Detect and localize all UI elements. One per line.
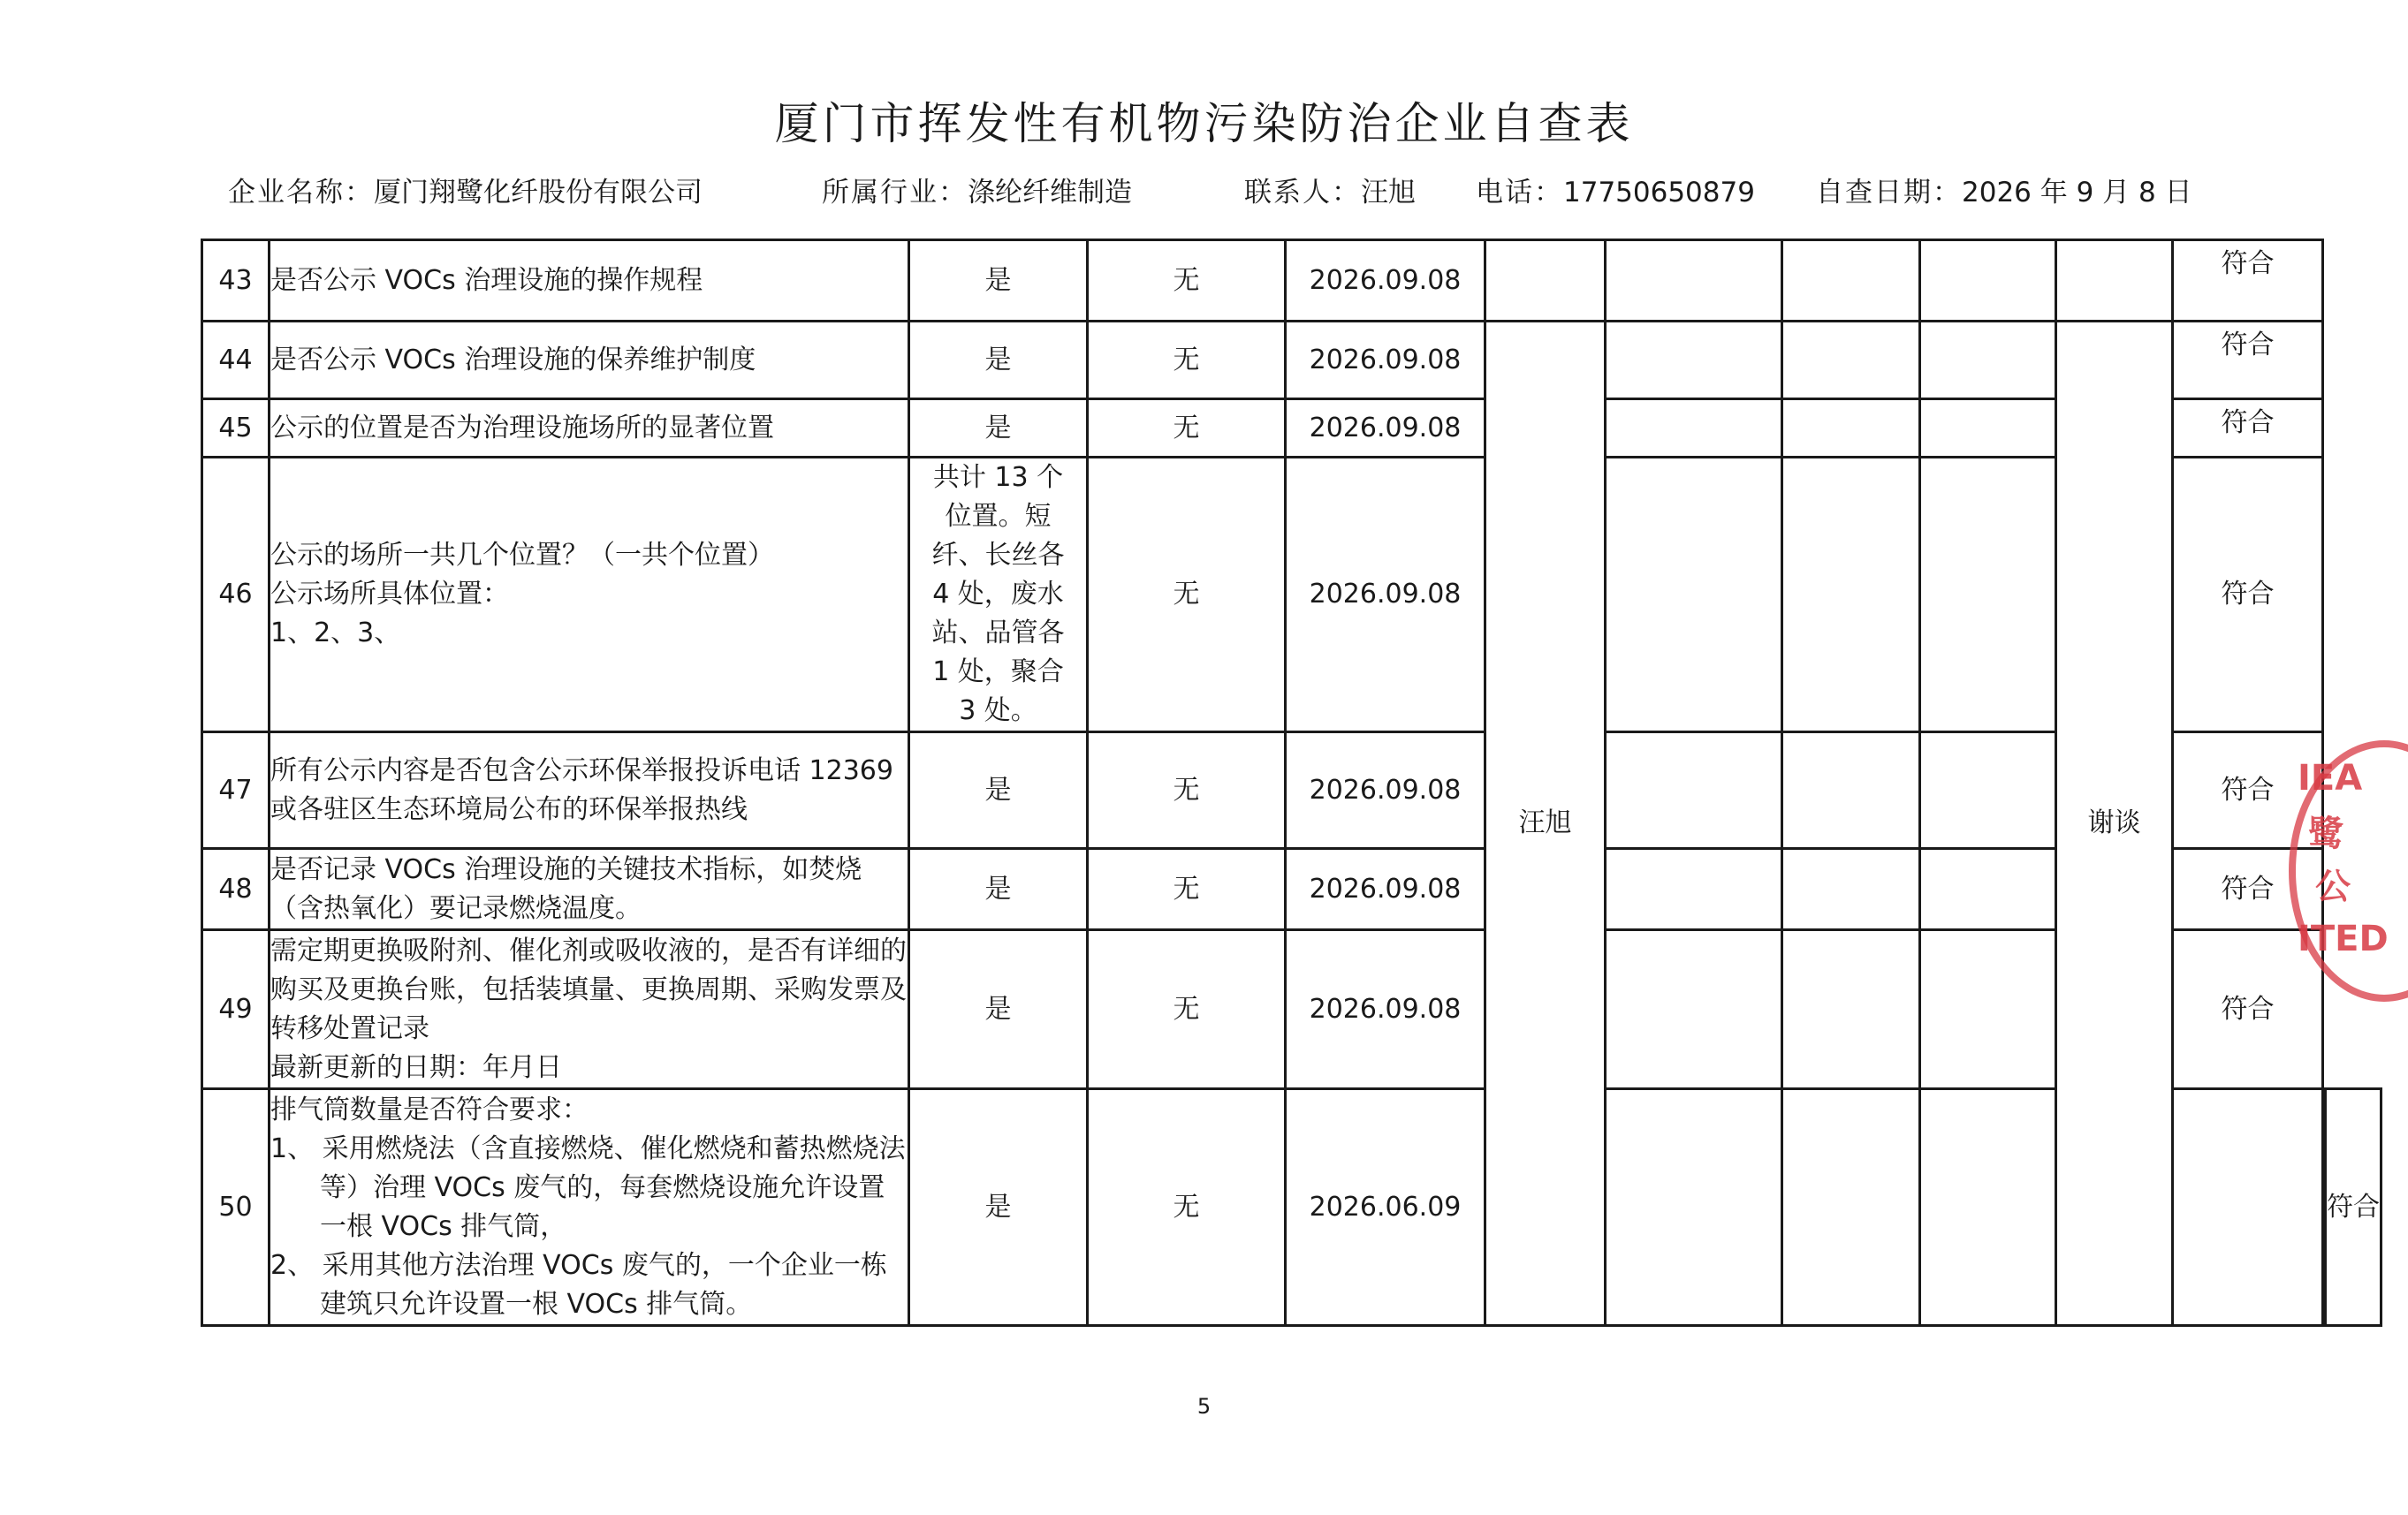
blank-cell: [1782, 930, 1920, 1089]
industry-label: 所属行业：: [822, 177, 968, 208]
blank-cell: [1782, 849, 1920, 930]
conclusion-cell: 符合: [2173, 930, 2323, 1089]
method-merged-cell: 谢谈: [2056, 322, 2173, 1326]
conclusion-cell: 符合: [2173, 399, 2323, 458]
row-number: 43: [202, 240, 270, 322]
check-result: 是: [909, 399, 1088, 458]
company-label: 企业名称：: [228, 177, 374, 208]
check-item-line: 2、 采用其他方法治理 VOCs 废气的，一个企业一栋建筑只允许设置一根 VOCs 排气筒。: [270, 1249, 887, 1320]
table-row: [202, 458, 2381, 732]
blank-cell: [1782, 732, 1920, 849]
date-cell: 2026.09.08: [1286, 458, 1485, 732]
check-item: [270, 1089, 909, 1326]
contact-label: 联系人：: [1244, 177, 1361, 208]
date-cell: 2026.09.08: [1286, 322, 1485, 399]
date-info: [1816, 170, 2192, 209]
conclusion-cell: 符合: [2173, 322, 2323, 399]
problem-cell: 无: [1088, 732, 1286, 849]
company-value: 厦门翔鹭化纤股份有限公司: [374, 177, 703, 208]
page-title: 厦门市挥发性有机物污染防治企业自查表: [774, 98, 1634, 149]
blank-cell: [1782, 240, 1920, 322]
check-item-line: 排气筒数量是否符合要求：: [270, 1094, 589, 1125]
blank-cell: [1920, 1089, 2056, 1326]
industry-info: [822, 170, 1132, 209]
blank-cell: [1606, 732, 1782, 849]
check-item: [270, 930, 909, 1089]
blank-cell: [1782, 322, 1920, 399]
blank-cell: [1920, 930, 2056, 1089]
blank-cell: [1606, 322, 1782, 399]
date-cell: 2026.09.08: [1286, 399, 1485, 458]
conclusion-cell: 符合: [2173, 458, 2323, 732]
contact-value: 汪旭: [1361, 177, 1416, 208]
check-item-line: 公示的场所一共几个位置？（一共个位置）: [270, 540, 774, 571]
conclusion-cell: 符合: [2173, 240, 2323, 322]
inspection-table: [201, 239, 2382, 1327]
problem-cell: 无: [1088, 849, 1286, 930]
check-result: 是: [909, 732, 1088, 849]
table-row: [202, 399, 2381, 458]
company-info: [228, 170, 703, 209]
check-item-line: 1、 采用燃烧法（含直接燃烧、催化燃烧和蓄热燃烧法等）治理 VOCs 废气的，每套燃烧设施允许设置一根 VOCs 排气筒，: [270, 1132, 906, 1242]
inspector-cell-empty: [1485, 240, 1606, 322]
problem-cell: 无: [1088, 322, 1286, 399]
check-item-line: 1、2、3、: [270, 617, 401, 648]
row-number: 50: [202, 1089, 270, 1326]
check-item-line: 需定期更换吸附剂、催化剂或吸收液的，是否有详细的购买及更换台账，包括装填量、更换周期、采购发票及转移处置记录: [270, 935, 907, 1044]
row-number: 47: [202, 732, 270, 849]
check-item: 所有公示内容是否包含公示环保举报投诉电话 12369 或各驻区生态环境局公布的环保举报热线: [270, 732, 909, 849]
check-result: 是: [909, 930, 1088, 1089]
problem-cell: 无: [1088, 930, 1286, 1089]
blank-cell: [1920, 322, 2056, 399]
check-result-text: 共计 13 个位置。短纤、长丝各 4 处，废水站、品管各 1 处，聚合 3 处。: [931, 462, 1065, 726]
conclusion-cell: 符合: [2173, 732, 2323, 849]
inspector-cell-empty: [1606, 1089, 1782, 1326]
seal-fragment: ITED: [2298, 919, 2389, 959]
blank-cell: [1920, 399, 2056, 458]
row-number: 45: [202, 399, 270, 458]
phone-value: 17750650879: [1563, 177, 1755, 208]
table-row: [202, 1089, 2381, 1326]
date-value: 2026 年 9 月 8 日: [1962, 177, 2192, 208]
conclusion-cell: 符合: [2326, 1089, 2381, 1326]
blank-cell: [1920, 732, 2056, 849]
method-cell-empty: [2056, 240, 2173, 322]
seal-fragment: IEA: [2298, 758, 2363, 799]
conclusion-cell: 符合: [2173, 849, 2323, 930]
date-cell: 2026.06.09: [1286, 1089, 1485, 1326]
check-item: 公示的位置是否为治理设施场所的显著位置: [270, 399, 909, 458]
table-row: [202, 732, 2381, 849]
page-number: 5: [1196, 1394, 1212, 1419]
check-result: 是: [909, 849, 1088, 930]
check-item: 是否记录 VOCs 治理设施的关键技术指标，如焚烧（含热氧化）要记录燃烧温度。: [270, 849, 909, 930]
date-cell: 2026.09.08: [1286, 930, 1485, 1089]
date-cell: 2026.09.08: [1286, 732, 1485, 849]
phone-label: 电话：: [1476, 177, 1563, 208]
blank-cell: [1606, 240, 1782, 322]
blank-cell: [1606, 399, 1782, 458]
row-number: 46: [202, 458, 270, 732]
row-number: 48: [202, 849, 270, 930]
date-cell: 2026.09.08: [1286, 849, 1485, 930]
phone-info: [1476, 170, 1755, 209]
check-result: 是: [909, 1089, 1088, 1326]
industry-value: 涤纶纤维制造: [968, 177, 1132, 208]
date-cell: 2026.09.08: [1286, 240, 1485, 322]
blank-cell: [1782, 1089, 1920, 1326]
seal-fragment: 鹭: [2308, 814, 2343, 854]
inspector-merged-cell: 汪旭: [1485, 322, 1606, 1326]
row-number: 44: [202, 322, 270, 399]
check-item-line: 公示场所具体位置：: [270, 579, 509, 610]
check-item-line: 最新更新的日期：年月日: [270, 1051, 562, 1083]
table-row: [202, 849, 2381, 930]
check-item: 是否公示 VOCs 治理设施的保养维护制度: [270, 322, 909, 399]
blank-cell: [1606, 849, 1782, 930]
check-result: 是: [909, 322, 1088, 399]
blank-cell: [2173, 1089, 2323, 1326]
check-result: 是: [909, 240, 1088, 322]
seal-fragment: 公: [2315, 867, 2351, 907]
date-label: 自查日期：: [1816, 177, 1962, 208]
problem-cell: 无: [1088, 240, 1286, 322]
problem-cell: 无: [1088, 458, 1286, 732]
blank-cell: [1920, 849, 2056, 930]
contact-info: [1244, 170, 1416, 209]
problem-cell: 无: [1088, 1089, 1286, 1326]
check-item: 是否公示 VOCs 治理设施的操作规程: [270, 240, 909, 322]
blank-cell: [1606, 458, 1782, 732]
table-row: [202, 322, 2381, 399]
table-row: [202, 240, 2381, 322]
check-item: [270, 458, 909, 732]
blank-cell: [1782, 458, 1920, 732]
blank-cell: [1782, 399, 1920, 458]
blank-cell: [1920, 458, 2056, 732]
table-row: [202, 930, 2381, 1089]
blank-cell: [1920, 240, 2056, 322]
blank-cell: [1606, 930, 1782, 1089]
problem-cell: 无: [1088, 399, 1286, 458]
row-number: 49: [202, 930, 270, 1089]
check-result: [909, 458, 1088, 732]
